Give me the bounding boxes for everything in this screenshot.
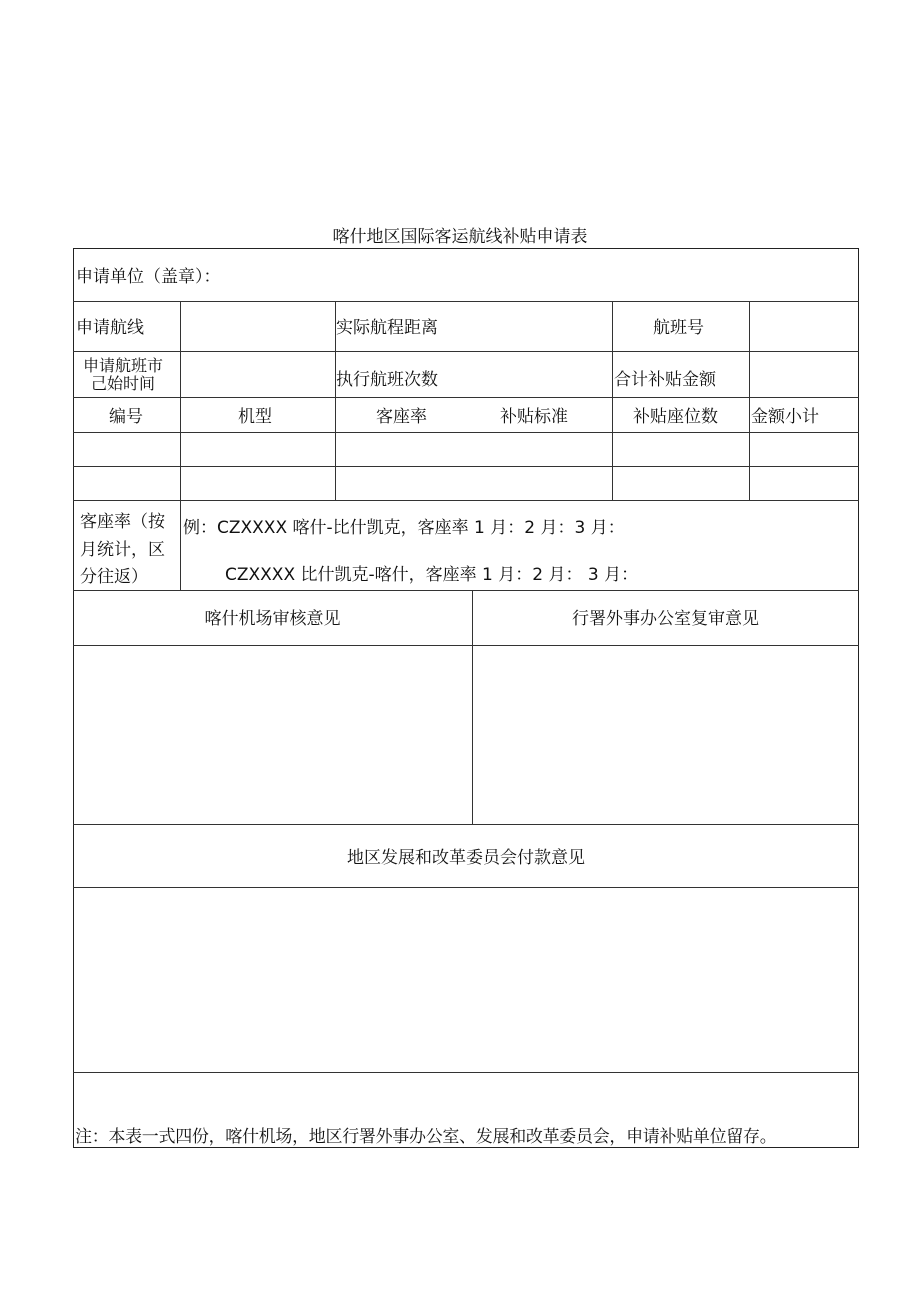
start-time-label-line1: 申请航班市: [83, 356, 164, 375]
total-subsidy-label: 合计补贴金额: [614, 370, 716, 390]
row-divider: [73, 645, 859, 646]
column-header-load-factor: 客座率: [376, 407, 427, 427]
column-header-subsidy-seats: 补贴座位数: [633, 407, 718, 427]
form-note: 注：本表一式四份，喀什机场，地区行署外事办公室、发展和改革委员会，申请补贴单位留存。: [75, 1127, 777, 1147]
foreign-affairs-review-heading: 行署外事办公室复审意见: [572, 609, 759, 629]
row-divider: [73, 824, 859, 825]
flight-count-label: 执行航班次数: [336, 370, 438, 390]
row-divider: [73, 397, 859, 398]
applicant-unit-label: 申请单位（盖章）：: [76, 267, 221, 287]
load-factor-label-line3: 分往返）: [80, 567, 148, 587]
row-divider: [73, 1072, 859, 1073]
row-divider: [73, 351, 859, 352]
column-divider: [180, 500, 181, 590]
load-factor-example-line2: CZXXXX 比什凯克-喀什，客座率 1 月：2 月： 3 月：: [225, 565, 639, 585]
load-factor-label-line2: 月统计，区: [80, 540, 165, 560]
row-divider: [73, 466, 859, 467]
column-header-subsidy-standard: 补贴标准: [500, 407, 568, 427]
application-form-table: [73, 248, 859, 1148]
row-divider: [73, 887, 859, 888]
column-divider: [612, 301, 613, 500]
load-factor-label-line1: 客座率（按: [80, 512, 165, 532]
column-divider: [749, 301, 750, 500]
airport-review-heading: 喀什机场审核意见: [204, 609, 341, 629]
payment-opinion-heading: 地区发展和改革委员会付款意见: [347, 848, 585, 868]
column-header-amount-subtotal: 金额小计: [751, 407, 819, 427]
route-label: 申请航线: [76, 318, 144, 338]
column-divider: [180, 301, 181, 500]
flight-number-label: 航班号: [653, 318, 704, 338]
start-time-label-line2: 己始时间: [91, 374, 156, 393]
load-factor-example-line1: 例：CZXXXX 喀什-比什凯克，客座率 1 月：2 月：3 月：: [183, 518, 625, 538]
column-header-number: 编号: [109, 407, 143, 427]
row-divider: [73, 301, 859, 302]
row-divider: [73, 500, 859, 501]
form-title: 喀什地区国际客运航线补贴申请表: [332, 227, 588, 247]
row-divider: [73, 432, 859, 433]
distance-label: 实际航程距离: [336, 318, 438, 338]
row-divider: [73, 590, 859, 591]
column-header-aircraft-type: 机型: [238, 407, 272, 427]
